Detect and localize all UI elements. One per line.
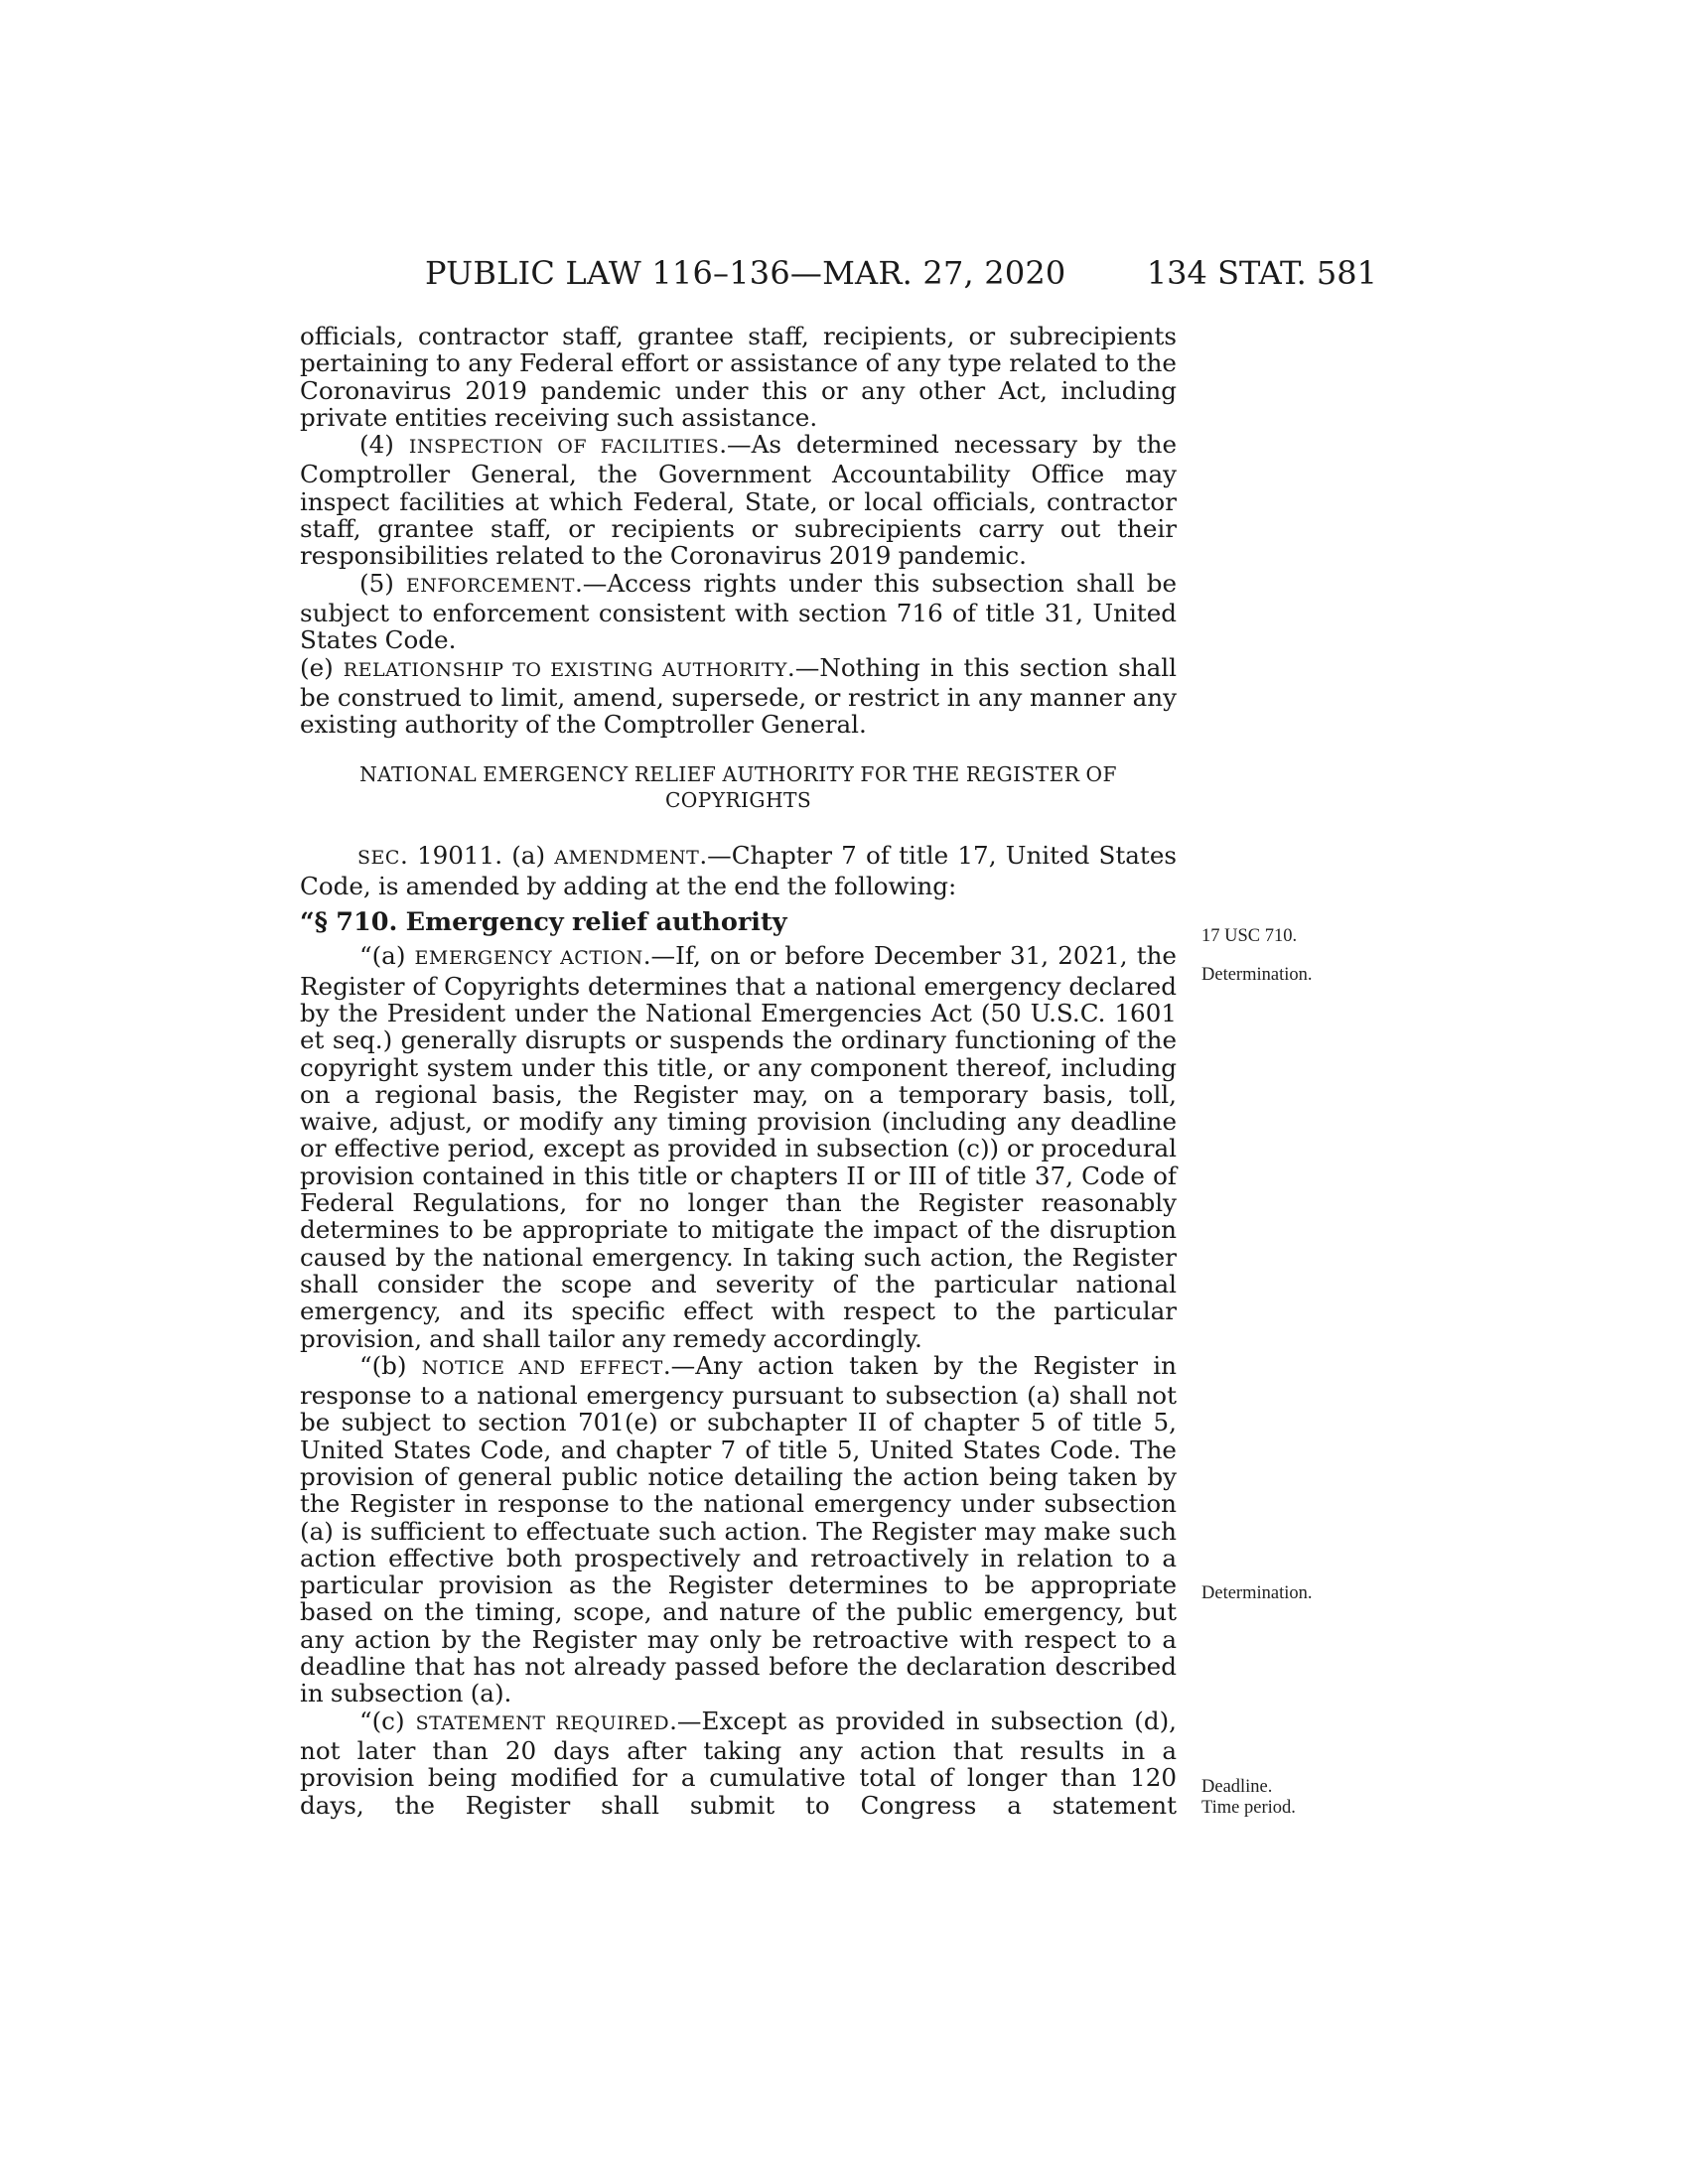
subsection-number: “(a) [359,941,415,971]
subsection-heading: STATEMENT REQUIRED [415,1711,670,1734]
margin-note-determination: Determination. [1201,965,1313,985]
subsection-heading: EMERGENCY ACTION [414,947,643,970]
margin-note-time-period: Time period. [1201,1798,1296,1818]
sec-number: . 19011. (a) [399,841,555,871]
page-header [300,254,1377,294]
subsection-number: “(c) [359,1706,416,1735]
paragraph-5-enforcement [300,570,1177,654]
section-710-heading: “§ 710. Emergency relief authority [300,907,787,938]
paragraph-text: .—As determined necessary by the Comptroller General, the Government Accountability Office may inspect facilities at which Federal, State, or local officials, contractor staff, grantee staff, or recipients or subrecipients carry out their responsibilities related to the Coronavirus 2019 pandemic. [300,430,1178,571]
subsection-c-statement-required [300,1707,1177,1819]
subsection-text: .—Except as provided in subsection (d), not later than 20 days after taking any action that results in a provision being modified for a cumulative total of longer than 120 days, the Register shall submit to Congress a statement [300,1706,1177,1820]
paragraph-4-inspection [300,431,1177,569]
subsection-e-relationship [300,654,1177,739]
paragraph-heading: INSPECTION OF FACILITIES [408,436,720,459]
continued-paragraph: officials, contractor staff, grantee staff, recipients, or subrecipients pertaining to any Federal effort or assistance of any type related to the Coronavirus 2019 pandemic under this or any other Act, including private entities receiving such assistance. [300,322,1177,432]
subsection-number: (e) [300,652,344,682]
subsection-a-emergency-action [300,942,1177,1351]
margin-note-determination-2: Determination. [1201,1583,1313,1603]
margin-note-deadline-label: Deadline. [1201,1777,1273,1797]
paragraph-number: (4) [359,430,409,460]
subsection-b-notice-and-effect [300,1352,1177,1707]
subsection-heading: NOTICE AND EFFECT [421,1356,663,1379]
page-number: 134 STAT. 581 [1146,254,1377,292]
paragraph-number: (5) [359,568,406,598]
sec-text: .—Chapter 7 of title 17, United States Code, is amended by adding at the end the following: [300,841,1177,900]
section-caption: NATIONAL EMERGENCY RELIEF AUTHORITY FOR THE REGISTER OF COPYRIGHTS [359,762,1117,813]
subsection-text: .—Any action taken by the Register in response to a national emergency pursuant to subsection (a) shall not be subject to section 701(e) or subchapter II of chapter 5 of title 5, United States Code, and chapter 7 of title 5, United States Code. The provision of general public notice detailing the action being taken by the Register in response to the national emergency under subsection (a) is sufficient to effectuate such action. The Register may make such action effective both prospectively and retroactively in relation to a particular provision as the Register determines to be appropriate based on the timing, scope, and nature of the public emergency, but any action by the Register may only be retroactive with respect to a deadline that has not already passed before the declaration described in subsection (a). [300,1350,1177,1708]
margin-note-deadline [1201,1777,1296,1819]
subsection-text: .—Nothing in this section shall be construed to limit, amend, supersede, or restrict in any manner any existing authority of the Comptroller General. [300,652,1177,740]
subsection-text: .—If, on or before December 31, 2021, the Register of Copyrights determines that a national emergency declared by the President under the National Emergencies Act (50 U.S.C. 1601 et seq.) generally disrupts or suspends the ordinary functioning of the copyright system under this title, or any component thereof, including on a regional basis, the Register may, on a temporary basis, toll, waive, adjust, or modify any timing provision (including any deadline or effective period, except as provided in subsection (c)) or procedural provision contained in this title or chapters II or III of title 37, Code of Federal Regulations, for no longer than the Register reasonably determines to be appropriate to mitigate the impact of the disruption caused by the national emergency. In taking such action, the Register shall consider the scope and severity of the particular national emergency, and its specific effect with respect to the particular provision, and shall tailor any remedy accordingly. [300,941,1177,1353]
margin-note-usc: 17 USC 710. [1201,926,1298,946]
sec-heading: AMENDMENT [554,847,700,870]
paragraph-heading: ENFORCEMENT [405,574,575,597]
section-19011 [300,842,1177,899]
paragraph-text: .—Access rights under this subsection shall be subject to enforcement consistent with section 716 of title 31, United States Code. [300,568,1177,655]
subsection-heading: RELATIONSHIP TO EXISTING AUTHORITY [343,658,787,681]
document-body [300,323,1177,1819]
running-head-title: PUBLIC LAW 116–136—MAR. 27, 2020 [425,254,1066,292]
subsection-number: “(b) [359,1350,422,1380]
sec-label: SEC [357,847,400,870]
